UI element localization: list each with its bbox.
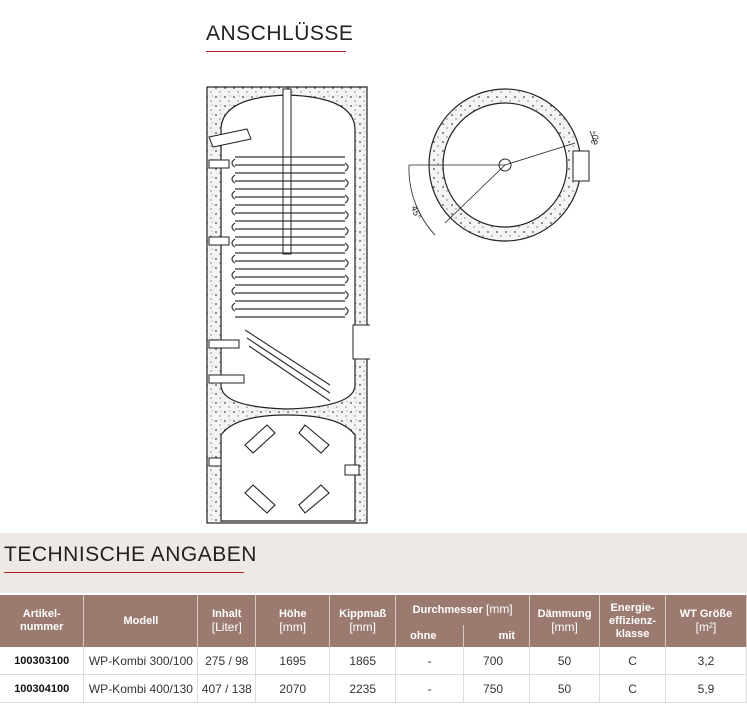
angle-30-label: 30° — [589, 130, 602, 146]
col-wt: WT Größe [m²] — [666, 595, 747, 647]
cell-modell: WP-Kombi 400/130 — [84, 675, 198, 703]
col-energie: Energie- effizienz- klasse — [600, 595, 666, 647]
technical-data-table — [0, 595, 747, 703]
cell-ohne: - — [396, 647, 464, 675]
col-modell: Modell — [84, 595, 198, 647]
cell-klasse: C — [600, 675, 666, 703]
title-underline — [206, 51, 346, 52]
cell-ohne: - — [396, 675, 464, 703]
cell-inhalt: 407 / 138 — [198, 675, 256, 703]
col-artikel: Artikel- nummer — [0, 595, 84, 647]
col-ohne: ohne — [396, 625, 464, 647]
col-mit: mit — [464, 625, 530, 647]
cell-wt: 5,9 — [666, 675, 747, 703]
col-kippmass: Kippmaß [mm] — [330, 595, 396, 647]
cell-klasse: C — [600, 647, 666, 675]
connections-title-text: ANSCHLÜSSE — [206, 22, 354, 45]
tank-top-view-drawing — [405, 85, 615, 255]
col-durchmesser: Durchmesser [mm] — [396, 595, 530, 625]
cell-inhalt: 275 / 98 — [198, 647, 256, 675]
tank-section-drawing — [205, 85, 370, 525]
cell-artikel: 100303100 — [0, 647, 84, 675]
col-hoehe: Höhe [mm] — [256, 595, 330, 647]
cell-kippmass: 1865 — [330, 647, 396, 675]
table-header-row — [0, 595, 747, 625]
cell-wt: 3,2 — [666, 647, 747, 675]
technical-data-title-text: TECHNISCHE ANGABEN — [4, 543, 257, 566]
cell-mit: 750 — [464, 675, 530, 703]
cell-modell: WP-Kombi 300/100 — [84, 647, 198, 675]
cell-daemmung: 50 — [530, 675, 600, 703]
cell-hoehe: 2070 — [256, 675, 330, 703]
cell-mit: 700 — [464, 647, 530, 675]
table-row — [0, 675, 747, 703]
title-underline — [4, 572, 244, 573]
cell-hoehe: 1695 — [256, 647, 330, 675]
connections-title — [206, 22, 353, 46]
col-inhalt: Inhalt [Liter] — [198, 595, 256, 647]
col-daemmung: Dämmung [mm] — [530, 595, 600, 647]
cell-kippmass: 2235 — [330, 675, 396, 703]
cell-daemmung: 50 — [530, 647, 600, 675]
cell-artikel: 100304100 — [0, 675, 84, 703]
technical-data-title — [4, 543, 257, 567]
table-row — [0, 647, 747, 675]
angle-45-label: 45° — [409, 204, 424, 221]
